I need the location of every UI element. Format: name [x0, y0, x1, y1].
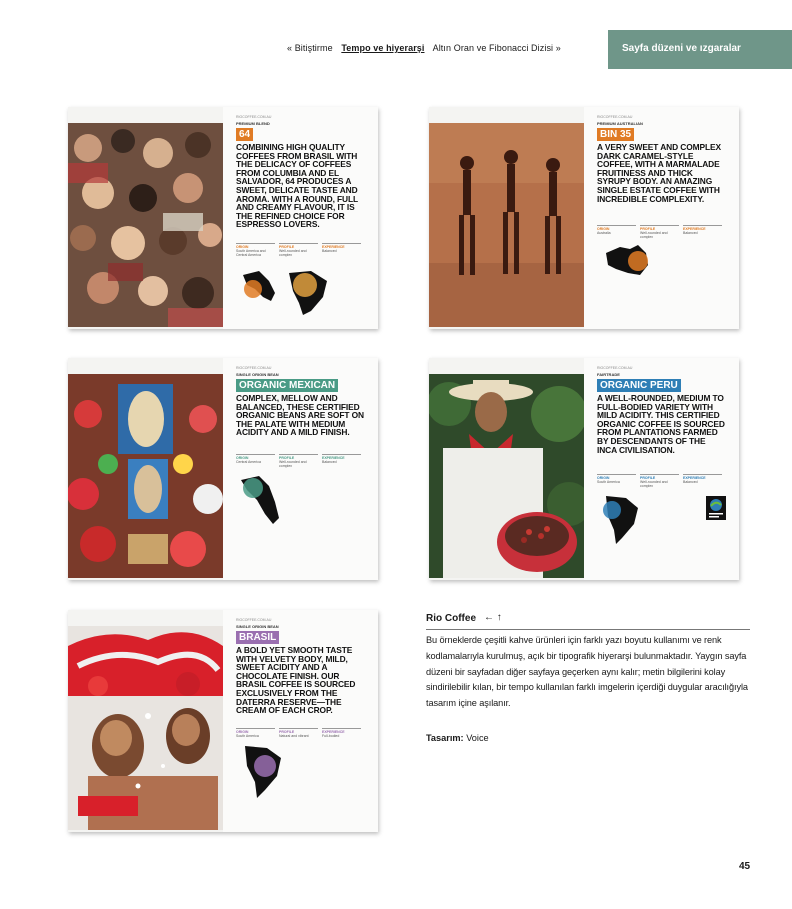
meta-profile: PROFILE Well-rounded and complex [640, 225, 679, 239]
kicker-label: SINGLE ORIGIN BEAN [236, 372, 279, 377]
caption-arrow-icons: ← ↑ [484, 612, 502, 623]
product-badge: ORGANIC MEXICAN [236, 379, 338, 392]
caption-credit [426, 733, 489, 743]
rock-art-photo [429, 123, 584, 327]
brochure-page [584, 107, 739, 329]
origin-map-icon [239, 744, 285, 800]
fairtrade-logo-icon [706, 496, 726, 520]
caption-body: Bu örneklerde çeşitli kahve ürünleri için farklı yazı boyutu kullanımı ve renk kodlamalarıyla kurulmuş, açık bir tipografik hiyerarşi bulunmaktadır. Yaygın sayfa düzeni bir sayfadan diğer sayfaya geçerken aynı kalır; metin bilgilerini kolay sindirilebilir kılan, bir tempo kullanılan farklı imgelerin içerdiği duygular aracılığıyla tasarım içine aşılanır. [426, 635, 748, 709]
meta-profile: PROFILE Well-rounded and complex [279, 243, 318, 257]
coffee-farmer-photo [429, 374, 584, 578]
crowd-photo [68, 123, 223, 327]
brochure-spread-brasil [68, 610, 378, 832]
meta-experience: EXPERIENCE Balanced [683, 474, 722, 488]
brochure-page [223, 358, 378, 580]
product-description: COMPLEX, MELLOW AND BALANCED, THESE CERTIFIED ORGANIC BEANS ARE SOFT ON THE PALATE WITH MEDIUM ACIDITY AND A MILD FINISH. [236, 393, 364, 438]
page-number: 45 [739, 861, 751, 872]
brochure-page [223, 107, 378, 329]
origin-map-icon [241, 267, 336, 317]
page-url: RIOCOFFEE.COM.AU [597, 115, 633, 119]
product-badge: BRASIL [236, 631, 279, 644]
nav-current-link[interactable]: Tempo ve hiyerarşi [341, 43, 425, 53]
brochure-spread-64 [68, 107, 378, 329]
brochure-page [223, 610, 378, 832]
meta-row [597, 225, 722, 239]
kicker-label: PREMIUM AUSTRALIAN [597, 121, 643, 126]
meta-experience: EXPERIENCE Balanced [322, 243, 361, 257]
product-description: A WELL-ROUNDED, MEDIUM TO FULL-BODIED VARIETY WITH MILD ACIDITY. THIS CERTIFIED ORGANIC COFFEE IS SOURCED FROM PLANTATIONS FARMED BY DESCENDANTS OF THE INCA CIVILISATION. [597, 393, 725, 455]
meta-row [236, 728, 361, 738]
origin-map-icon [600, 494, 642, 546]
product-description: A BOLD YET SMOOTH TASTE WITH VELVETY BODY, MILD, SWEET ACIDITY AND A CHOCOLATE FINISH. OUR BRASIL COFFEE IS SOURCED EXCLUSIVELY FROM THE DATERRA RESERVE—THE CREAM OF EACH CROP. [236, 645, 356, 716]
product-description: COMBINING HIGH QUALITY COFFEES FROM BRASIL WITH THE DELICACY OF COFFEES FROM COLUMBIA AND EL SALVADOR, 64 PRODUCES A SWEET, DELICATE TASTE AND AROMA. WITH A ROUND, FULL AND CREAMY FLAVOUR, IT IS THE REFINED CHOICE FOR ESPRESSO LOVERS. [236, 142, 358, 230]
brochure-spread-bin35 [429, 107, 739, 329]
credit-label: Tasarım: [426, 733, 464, 743]
kicker-label: FAIRTRADE [597, 372, 620, 377]
origin-map-icon [602, 243, 652, 279]
page-url: RIOCOFFEE.COM.AU [236, 366, 272, 370]
caption-title: Rio Coffee [426, 613, 476, 624]
meta-origin: ORIGIN South America and Central America [236, 243, 275, 257]
meta-profile: PROFILE Well-rounded and complex [279, 454, 318, 468]
kicker-label: PREMIUM BLEND [236, 121, 270, 126]
product-badge: BIN 35 [597, 128, 634, 141]
meta-experience: EXPERIENCE Balanced [683, 225, 722, 239]
credit-value: Voice [466, 733, 489, 743]
product-description: A VERY SWEET AND COMPLEX DARK CARAMEL-STYLE COFFEE, WITH A MARMALADE FRUITINESS AND THICK SYRUPY BODY. AN AMAZING SINGLE ESTATE COFFEE WITH INCREDIBLE COMPLEXITY. [597, 142, 722, 204]
meta-origin: ORIGIN South America [236, 728, 275, 738]
product-badge: ORGANIC PERU [597, 379, 681, 392]
page-url: RIOCOFFEE.COM.AU [597, 366, 633, 370]
nav-next-link[interactable]: Altın Oran ve Fibonacci Dizisi » [432, 43, 561, 53]
brochure-spread-organic-mexican [68, 358, 378, 580]
carnival-dancer-photo [68, 626, 223, 830]
meta-experience: EXPERIENCE Full-bodied [322, 728, 361, 738]
section-tab: Sayfa düzeni ve ızgaralar [608, 30, 792, 69]
altar-photo [68, 374, 223, 578]
page-url: RIOCOFFEE.COM.AU [236, 618, 272, 622]
meta-profile: PROFILE Well-rounded and complex [640, 474, 679, 488]
meta-profile: PROFILE Natural and vibrant [279, 728, 318, 738]
meta-row [236, 454, 361, 468]
meta-row [597, 474, 722, 488]
meta-row [236, 243, 361, 257]
meta-experience: EXPERIENCE Balanced [322, 454, 361, 468]
meta-origin: ORIGIN Central America [236, 454, 275, 468]
page-url: RIOCOFFEE.COM.AU [236, 115, 272, 119]
meta-origin: ORIGIN Australia [597, 225, 636, 239]
breadcrumb-nav [287, 43, 567, 53]
caption-divider [426, 629, 750, 630]
meta-origin: ORIGIN South America [597, 474, 636, 488]
origin-map-icon [239, 474, 283, 526]
product-badge: 64 [236, 128, 253, 141]
brochure-page [584, 358, 739, 580]
nav-prev-link[interactable]: « Bitiştirme [287, 43, 333, 53]
kicker-label: SINGLE ORIGIN BEAN [236, 624, 279, 629]
brochure-spread-organic-peru [429, 358, 739, 580]
